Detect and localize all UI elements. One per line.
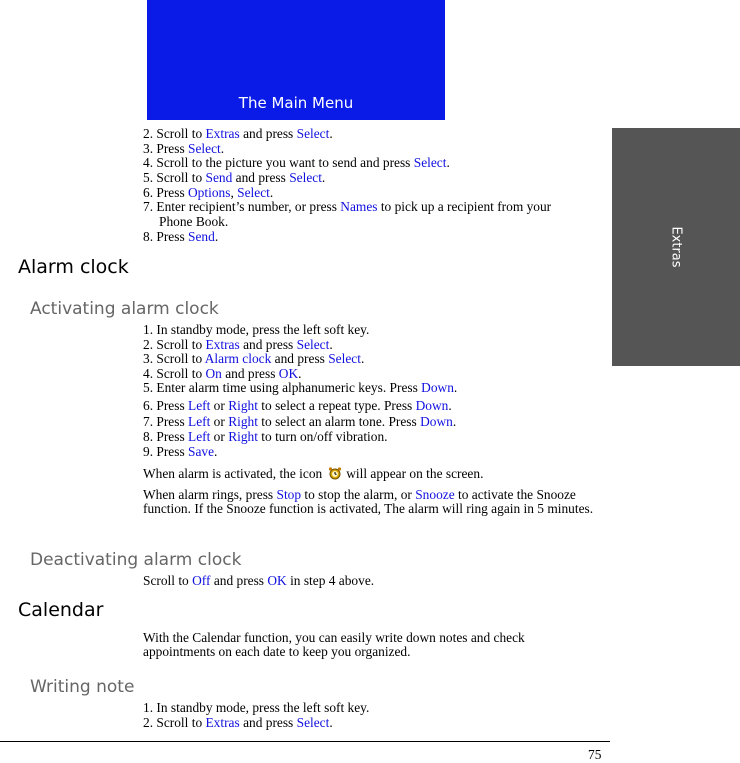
alarm-step: 5. Enter alarm time using alphanumeric keys. Press Down. [143, 380, 458, 395]
alarm-icon-note: When alarm is activated, the icon will appear on the screen. [143, 466, 484, 481]
page-number: 75 [588, 747, 602, 762]
intro-step: 4. Scroll to the picture you want to send and press Select. [143, 155, 450, 170]
alarm-step: 1. In standby mode, press the left soft key. [143, 322, 370, 337]
chapter-side-tab [612, 128, 740, 366]
intro-step: 5. Scroll to Send and press Select. [143, 170, 326, 185]
deactivating-alarm-heading: Deactivating alarm clock [30, 550, 242, 570]
chapter-tab-label: Extras [668, 226, 684, 268]
calendar-heading: Calendar [18, 599, 104, 621]
alarm-step: 6. Press Left or Right to select a repeat type. Press Down. [143, 398, 452, 413]
alarm-clock-heading: Alarm clock [18, 256, 129, 278]
alarm-step: 7. Press Left or Right to select an alarm tone. Press Down. [143, 414, 457, 429]
calendar-step: 2. Scroll to Extras and press Select. [143, 715, 333, 730]
writing-note-heading: Writing note [30, 677, 135, 697]
intro-step: 3. Press Select. [143, 141, 225, 156]
deactivating-instruction: Scroll to Off and press OK in step 4 above. [143, 573, 375, 588]
footer-divider [0, 741, 610, 742]
alarm-step: 4. Scroll to On and press OK. [143, 366, 302, 381]
main-menu-banner [147, 0, 445, 120]
intro-step: 2. Scroll to Extras and press Select. [143, 126, 333, 141]
alarm-clock-icon [328, 467, 342, 480]
intro-step: 8. Press Send. [143, 229, 219, 244]
activating-alarm-heading: Activating alarm clock [30, 299, 219, 319]
alarm-rings-paragraph: When alarm rings, press Stop to stop the alarm, or Snooze to activate the Snooze function. If the Snooze function is activated, The alarm will ring again in 5 minutes. [143, 487, 594, 516]
intro-step: 6. Press Options, Select. [143, 185, 274, 200]
intro-step-continuation: Phone Book. [159, 214, 229, 229]
alarm-step: 3. Scroll to Alarm clock and press Select. [143, 351, 365, 366]
intro-step: 7. Enter recipient’s number, or press Names to pick up a recipient from your [143, 199, 552, 214]
alarm-step: 8. Press Left or Right to turn on/off vibration. [143, 429, 388, 444]
alarm-step: 9. Press Save. [143, 444, 218, 459]
calendar-intro: With the Calendar function, you can easily write down notes and check appointments on each date to keep you organized. [143, 630, 525, 659]
banner-title: The Main Menu [238, 94, 354, 112]
calendar-step: 1. In standby mode, press the left soft key. [143, 700, 370, 715]
alarm-step: 2. Scroll to Extras and press Select. [143, 337, 333, 352]
